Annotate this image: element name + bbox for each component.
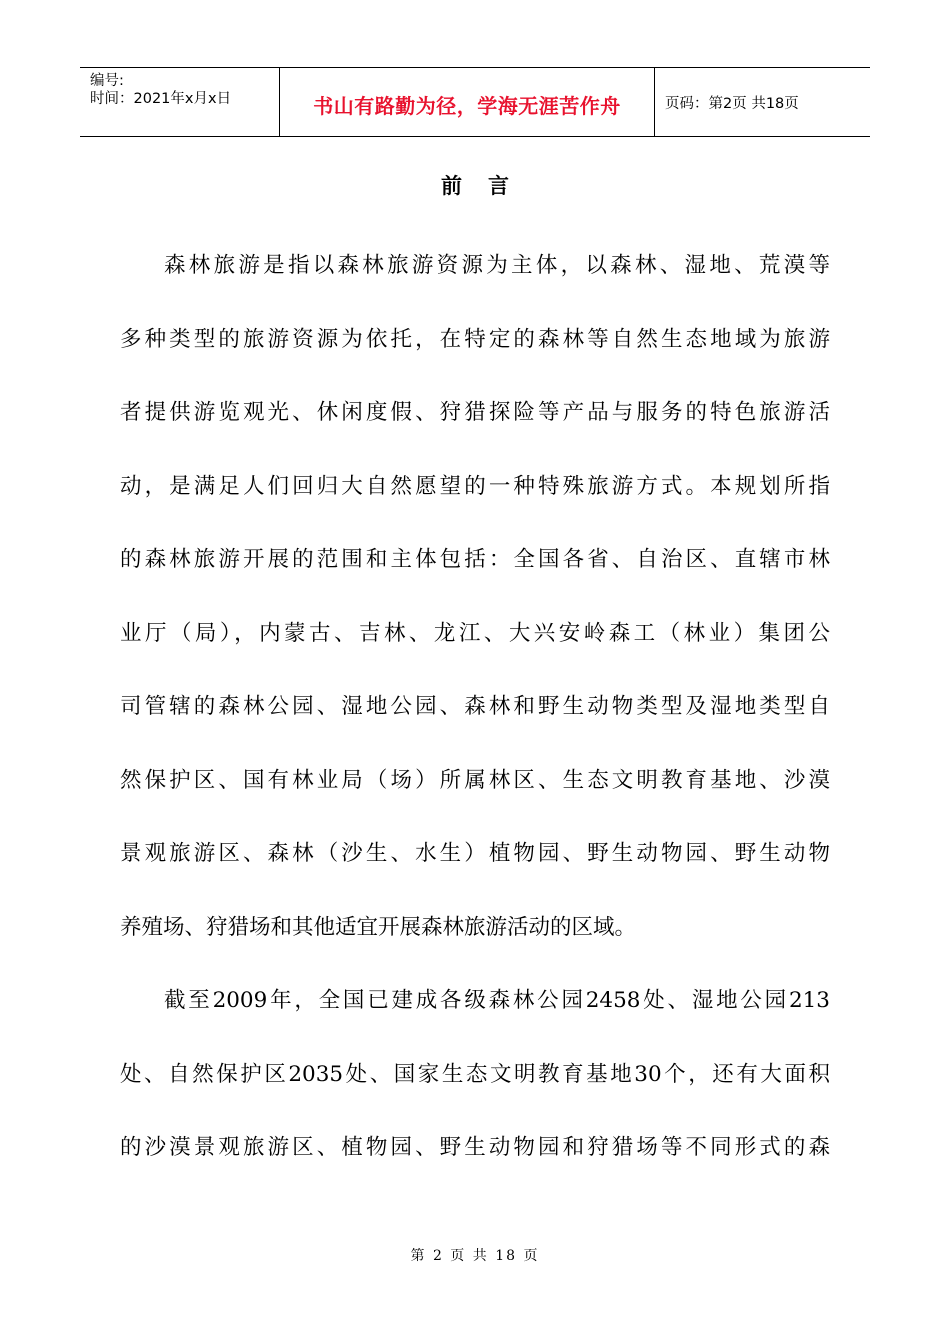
paragraph-line: 森林旅游是指以森林旅游资源为主体，以森林、湿地、荒漠等 [164, 253, 830, 278]
paragraph-line: 养殖场、狩猎场和其他适宜开展森林旅游活动的区域。 [120, 914, 637, 940]
document-header [80, 67, 870, 137]
document-number-label: 编号: [90, 73, 124, 89]
paragraph-2 [120, 964, 830, 1185]
paragraph-line: 业厅（局），内蒙古、吉林、龙江、大兴安岭森工（林业）集团公 [120, 620, 830, 646]
paragraph-line: 多种类型的旅游资源为依托，在特定的森林等自然生态地域为旅游 [120, 326, 830, 352]
header-motto-cell [280, 68, 655, 136]
paragraph-1 [120, 229, 830, 964]
paragraph-line: 动，是满足人们回归大自然愿望的一种特殊旅游方式。本规划所指 [120, 473, 830, 499]
header-motto: 书山有路勤为径，学海无涯苦作舟 [313, 93, 621, 118]
paragraph-line: 的森林旅游开展的范围和主体包括：全国各省、自治区、直辖市林 [120, 547, 830, 572]
header-page-cell [655, 68, 870, 136]
document-body [120, 229, 830, 1185]
header-meta-cell [80, 68, 280, 136]
document-title: 前言 [441, 174, 535, 198]
paragraph-line: 者提供游览观光、休闲度假、狩猎探险等产品与服务的特色旅游活 [120, 400, 830, 425]
paragraph-line: 然保护区、国有林业局（场）所属林区、生态文明教育基地、沙漠 [120, 767, 830, 793]
paragraph-line: 的沙漠景观旅游区、植物园、野生动物园和狩猎场等不同形式的森 [120, 1135, 830, 1160]
document-time-label: 时间：2021年x月x日 [90, 91, 232, 107]
paragraph-line: 司管辖的森林公园、湿地公园、森林和野生动物类型及湿地类型自 [120, 694, 830, 719]
header-page-info: 页码：第2页 共18页 [665, 95, 799, 112]
paragraph-line: 景观旅游区、森林（沙生、水生）植物园、野生动物园、野生动物 [120, 841, 830, 866]
paragraph-line: 处、自然保护区2035处、国家生态文明教育基地30个，还有大面积 [120, 1061, 830, 1087]
page-footer: 第 2 页 共 18 页 [410, 1248, 540, 1264]
paragraph-line: 截至2009年，全国已建成各级森林公园2458处、湿地公园213 [164, 988, 830, 1013]
